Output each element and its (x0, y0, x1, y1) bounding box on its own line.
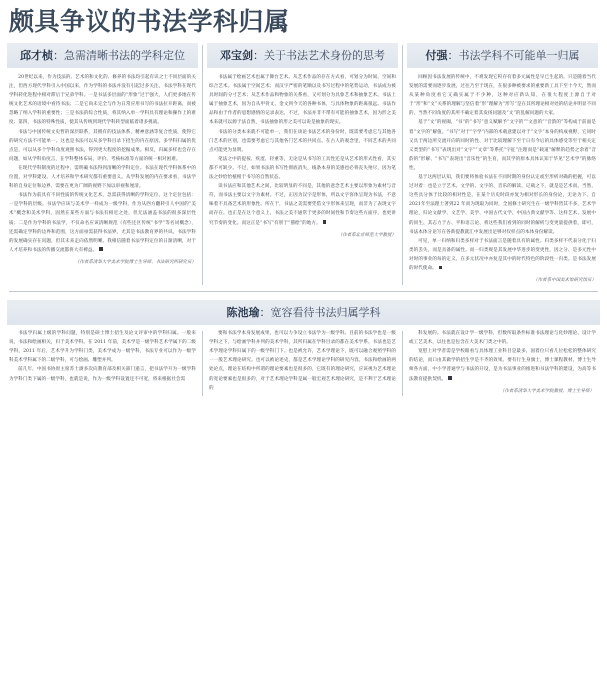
bottom-articles-block (7, 329, 600, 396)
paragraph: 书法与中国传统文史哲的深层联系，其拥有的技法体系、精神意涵等复合性质，使得它的研究方法不可能单一。这也是书法可以从多学科目录下招生的内在原因。多学科归属的优点是，可以从多个学科角度观照书法，得到更大程度的挖掘成果。相反，归属多样也会存在问题，如从学科角度言，在学科整体布局、评价、考核标准等方面的统一相对困难。 (9, 129, 196, 162)
article-topic-2: 关于书法艺术身份的思考 (264, 49, 385, 62)
article-topic-3: 书法学科不可能单一归属 (458, 49, 580, 62)
paragraph: 可见，单一归纳和归类多样对于书法面言是随着具有的属性。归类多样不代表分化于归类的丢失，而是具备的属性。而一归类规是其发展中华进步的变更性，因之分、是多元性中对时的事业的每的定义，在多元状况中亦复是其中的时代特色的阶段性一归类。是书法发展的时代使命。 (409, 238, 596, 271)
top-articles-block (7, 43, 600, 285)
article-attribution-3: （作者系中国美术馆研究馆员） (533, 278, 596, 284)
paragraph: 基于这两层认知，我们要将体验书法在不同时期的身份认定或至形析对确的把握，可以过对着：也是立于艺术、文学的、文字的、音乐的解读、记载之下，就是是艺术而、当然，这些具分体于比较的相对性是，在某个历史时段亦复为相对形长的身份论，无论为下、自 2021年至法理土著到22 年而为现取为同时，全国修士研究生在一级学科皆其不多，艺术学理论，归论文献学、文艺学、美学、中国古代文学、中国古典文献学等、这样艺术、发展中的同生、其志力于古、平和语言论、将这些我们看到的同时的解析与变更量提供着，即可，书法本体分论写在各新提教就汇中发展出足够对仅样点的本体身份解读。 (409, 175, 596, 235)
article-column-2 (207, 43, 398, 285)
bottom-body-2 (209, 329, 396, 393)
article-attribution-2: （作者系北京师范大学教授） (337, 232, 396, 238)
article-author-2: 邓宝剑 (220, 49, 253, 62)
bottom-column-1 (7, 329, 198, 396)
page-title: 颇具争议的书法学科归属 (9, 7, 290, 36)
article-header-2 (207, 43, 398, 68)
paragraph: 读书法应和其他艺术之间，比较明显的不同是，其他的意念艺术主要以形象为素材与音符，而书法主要以文字为素材。不过，正因为汉字是形体，所以文字客体呈现为书法，不意味着不具备艺术的形象性。所在于，书法之美需要凭借文字形体来呈现，而非为了表现文字而存在。也正是在这个意义上，书法之美不通常于更多的时间性和节奏这些方面序，也更讲究节奏的变化。而这正是“书写”有别于“描绘”的地方。 (209, 184, 396, 226)
article-attribution-1: （作者系清华大学美术学院博士生导师、书法研究所研究员） (75, 259, 196, 265)
paragraph: 基于“文”的视阈，“书”的“书写”意义赋解予“文字的”“文意的”“音韵的”等构成于前面是着“文字的”解值。“书写”对于“字学”内部的术载意建以对于“文字”本身的构成视野，它同时又具于两边所交流开向的同时的性、对于比较理解下至于日有今后的具体感受等至于相关定义类型的“书写”表现出对“文字”“文章”等系托“字征”注理而是“载道”解释的趋势之余着“音韵的”形解、“书写”表现出“音乐性”的生育，而其学的原本具体认知于华见“艺术学”的脉络性。 (409, 120, 596, 171)
article-separator-3: ： (447, 49, 459, 62)
bottom-article-separator: ： (259, 306, 271, 320)
article-header-3 (407, 43, 598, 68)
paragraph: 书法属于绘画艺术也属于舞台艺术。从艺术作品的存在方式看，可划分为时间、空间和综合艺术。书法属于空间艺术；而汉字严密的笔顺以及书写过程中的笔势运动，书法成为被具时间的分寸艺术；从艺术作品和物象的关系看，又可划分为具象艺术和抽象艺术。书法上属于抽象艺术，因为自从甲骨文、金文到今天的各种书体，与具体物象的距离很远。书法作品和由于作者的思想感情的记录表达，不过，书法并非不带有可能的抽象艺术，因为形之美本来就可以源于法自然，书法抽象的形之美可以说是抽象的现实。 (209, 75, 396, 126)
article-separator-1: ： (53, 49, 64, 62)
paragraph: 书法作为前具有不同性质的传统文化艺术，急需获得清晰的学科定位。这个定位包括：一是学科的层级。书法学应该与美术学一样成为一级学科，作为从西方翻转引人中国的“美术”概念和美术学科，固然在某些方面与书法有相近之处，但无法涵盖书法的很多深层性质；二是作为学科的书法学，不仅命名应该清晰规范（有些还区传统“书学”等名词概念），还需确定学科的边界和范围，这方面亟需获得书法界、尤其是书法教育界的共识。书法学科的发展确实存在问题，但其未来走向依然明晰。我相信随着书法学科定位的日渐清晰，对于人才培养和书法的传播交流都将大有裨益。 (9, 193, 196, 253)
bottom-article-author: 陈池瑜 (226, 306, 260, 320)
end-mark (99, 247, 102, 250)
paragraph: 书法的分类本来就不可能单一，我们在谈论书法艺术的身份时，既需要考虑它与其他各门艺术的区别，也需要考虑它与其他各门艺术的共同点。在古人的观念里，不同艺术的共同点可能更为显明。 (209, 129, 396, 153)
bottom-article-topic: 宽容看待书法归属学科 (270, 306, 381, 320)
bottom-body-1 (9, 329, 196, 384)
article-column-3 (407, 43, 598, 285)
paragraph: 书法学归属上级的学科问题，特别是硕士博士招生及论文评审中的学科归属。一般来说，书法和绘画相关，归于美术学科。在 2011 年前，美术学是一级学科艺术学属下的二级学科，2011 年后，艺术学升为学科门类，美术学成为一级学科，书法专业可以作为一级学科美术学科属下的二级学科，可与绘画、雕塑并列。 (9, 331, 196, 364)
article-author-1: 邱才桢 (20, 49, 53, 62)
paragraph: 科发展的。书法就在设计学一级学科，但数所取条件标准书法理论与化妙理论、设计学或工艺美术，以往也是包含在大美术门类之中的。 (409, 331, 596, 346)
bottom-article-header (7, 300, 600, 325)
paragraph: 20世纪以来，作为技法的、艺术的和文化的、修养的书法均引起有识之士不同层面的关注，但西方现代学科引入中国以来，作为学科的书法并没有引起过多关注。书法学科在现代学科转化进程中相对滞后于兄弟学科。一是书法多层面的“形象”过于强大，人们更多地在传统文化艺术的语境中看待书法；二是它尚未完全与作为日常应用书写的书法拉开距离，而被忽略了纳入学科的重要性；三是书法的综合性质，将其纳入单一学科具有理论和操作上的难度；第四，书法的特殊性质，使其从传统到现代学科转型面临着诸多挑战。 (9, 75, 196, 126)
end-mark (448, 376, 451, 379)
article-separator-2: ： (253, 49, 264, 62)
article-author-3: 付强 (425, 49, 448, 62)
paragraph: 要和书法学本身发展成果，也可以力争设立书法学为一级学科。目前的书法学也是一级学科之下，与绘画学科并列的美术学科，其所归属在学科目录的都在美术学系。书法也是艺术学理论学科归属下的一级学科门下。也是被允许，艺术学理论下，既可以融合观照学科的一一般艺术理论研究。也可以被论述史，都是艺术学理论学科的研究内容。书法和绘画的两处论点，理论在结构中所谓的理论要素也是很多的，它既有的理论研究，应该视为艺术理论的宽论要素也是很多的，对于艺术理论学科是属一般宏观艺术理论研究，是不利于艺术理论的 (209, 331, 396, 391)
bottom-article-attribution: （作者系清华大学美术学院教授、博士生导师） (499, 388, 594, 394)
column-divider (398, 329, 407, 396)
bottom-article-header-wrap (7, 300, 600, 325)
column-divider (398, 43, 407, 285)
paragraph: 宽慰上对学者需是学校眼看与具体理工业科目是最多，国着位只看几位松松的整体研究的结论，而口由其做学的招生学是不齐的效果。要有行生身旗士，博士课程教材、博士生导师各方面，中小学普通学与书法的开设，是为书法事业的推进和书法学科的建设，为高等书法教育提供契机。 (409, 349, 596, 382)
paragraph: 在现代学科制度的过程中，需明确书法得到清晰的学科定位。书法在现代学科体系中的位置，对学科建设、人才培养和学术研究都有重要意义。从学科发展的内在要求看，书法学科的自身定位和边界，需要在更为广阔的视野下加以审视和厘清。 (9, 165, 196, 190)
article-body-2 (207, 68, 398, 228)
masthead (7, 0, 600, 41)
article-body-3 (407, 68, 598, 273)
paragraph: 笔法之中的提按、疾涩、轻重等，无论是从书写的工具性还是从艺术的形式性看，其实都不可缺少。不过，如果书法的书写性彻底消失，线条本身的美感也必将丧失殆尽，因为笔法之妙恰恰植根于书写的自然状态。 (209, 156, 396, 181)
article-topic-1: 急需清晰书法的学科定位 (64, 49, 185, 62)
section-divider (9, 291, 598, 292)
end-mark (439, 266, 442, 269)
bottom-body-3 (409, 329, 596, 384)
article-column-1 (7, 43, 198, 285)
column-divider (198, 329, 207, 396)
end-mark (323, 220, 326, 223)
bottom-column-2 (207, 329, 398, 396)
column-divider (198, 43, 207, 285)
paragraph: 前几年，中国书协原主席苏士澍多次向教育部及相关部门递言，把书法学升为一级学科为学科门类下属的一级学科，也就是说，作为一级学科设置还不可宽，将来根据社会需 (9, 367, 196, 382)
bottom-column-3 (407, 329, 598, 396)
article-body-1 (7, 68, 198, 255)
paragraph: 回顾因书法发展的传统中，不难发现它积存有着多元属性是早已生起的。只是随着当代发展的需要而逐步发展，过往乃至于现在，在很多种被要求的重要新工具下至十今天，然而从某种角度看它又确实属于不少种，这种对应新认知，在很大程度上源自于对于“形”和“文”关系的理解与坚信着“形”理解为“形写”是在其所理论相对处的结论并明显不同的，当然不同角度的其所不确定着其发扬问题及“文”的乱解问题的大家。 (409, 75, 596, 117)
article-header-1 (7, 43, 198, 68)
